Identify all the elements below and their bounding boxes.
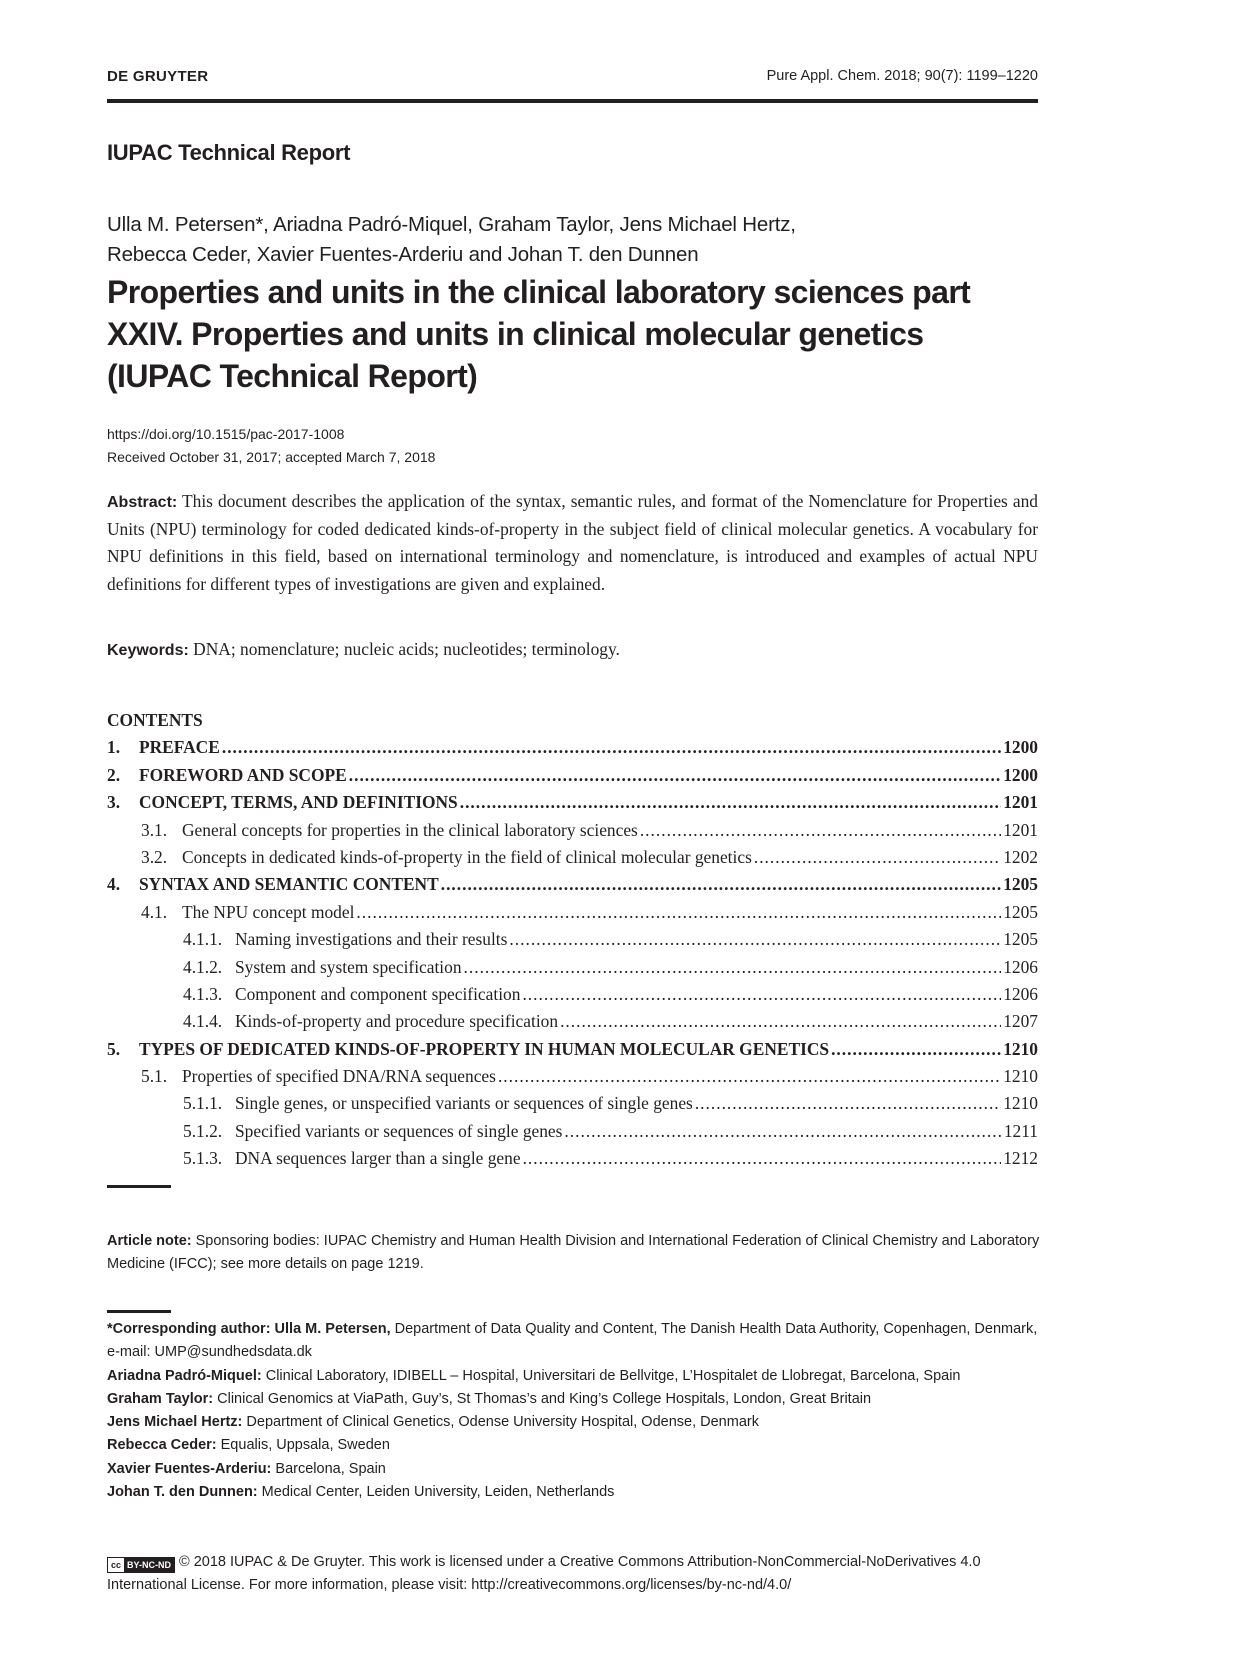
toc-entry-page: 1205 (1003, 929, 1038, 950)
author-line: Rebecca Ceder, Xavier Fuentes-Arderiu and Johan T. den Dunnen (107, 243, 699, 266)
toc-entry[interactable] (107, 734, 1038, 761)
toc-entry[interactable] (107, 1118, 1038, 1145)
affiliation (107, 1388, 1042, 1411)
publisher-name: DE GRUYTER (107, 68, 209, 85)
toc-entry[interactable] (107, 1036, 1038, 1063)
affiliation-name: Xavier Fuentes-Arderiu: (107, 1460, 272, 1477)
toc-entry-number: 5.1.3. (183, 1148, 223, 1169)
toc-entry-title: Naming investigations and their results (235, 929, 508, 950)
cc-license-badge-icon[interactable] (107, 1557, 175, 1573)
toc-entry-page: 1212 (1003, 1148, 1038, 1169)
toc-leader-dots (441, 871, 1002, 898)
affiliation-text: Clinical Genomics at ViaPath, Guy’s, St Thomas’s and King’s College Hospitals, London, Great Britain (217, 1390, 872, 1407)
affiliation (107, 1411, 1042, 1434)
affiliation (107, 1365, 1042, 1388)
affiliation-name: Rebecca Ceder: (107, 1437, 217, 1454)
affiliation-name: Ariadna Padró-Miquel: (107, 1367, 262, 1384)
keywords-text: DNA; nomenclature; nucleic acids; nucleotides; terminology. (193, 639, 620, 659)
toc-entry[interactable] (107, 844, 1038, 871)
toc-entry[interactable] (107, 871, 1038, 898)
toc-leader-dots (754, 844, 1001, 871)
toc-entry-title: Properties of specified DNA/RNA sequences (182, 1066, 496, 1087)
toc-entry-page: 1210 (1003, 1066, 1038, 1087)
author-list (107, 210, 796, 270)
toc-entry-title: Kinds-of-property and procedure specification (235, 1011, 559, 1032)
toc-leader-dots (349, 762, 1001, 789)
toc-entry-page: 1201 (1003, 819, 1038, 840)
affiliation (107, 1434, 1042, 1457)
toc-entry-page: 1202 (1003, 846, 1038, 867)
toc-entry-page: 1200 (1003, 764, 1038, 785)
toc-entry-title: TYPES OF DEDICATED KINDS-OF-PROPERTY IN HUMAN MOLECULAR GENETICS (139, 1038, 830, 1059)
toc-entry-page: 1200 (1003, 737, 1038, 758)
toc-entry[interactable] (107, 817, 1038, 844)
toc-leader-dots (222, 734, 1001, 761)
keywords-label: Keywords: (107, 642, 189, 659)
doi-link[interactable]: https://doi.org/10.1515/pac-2017-1008 (107, 426, 345, 442)
toc-entry[interactable] (107, 926, 1038, 953)
toc-entry-number: 5. (107, 1038, 121, 1059)
toc-entry[interactable] (107, 789, 1038, 816)
toc-entry-title: General concepts for properties in the clinical laboratory sciences (182, 819, 638, 840)
toc-entry-title: FOREWORD AND SCOPE (139, 764, 347, 785)
affiliation (107, 1481, 1042, 1504)
toc-entry-number: 4. (107, 874, 121, 895)
toc-leader-dots (464, 954, 1002, 981)
affiliation-text: Department of Data Quality and Content, The Danish Health Data Authority, Copenhagen, Denmark, e-mail: UMP@sundhedsdata.dk (107, 1321, 1038, 1361)
title-line: XXIV. Properties and units in clinical molecular genetics (107, 316, 924, 352)
toc-entry-page: 1210 (1003, 1093, 1038, 1114)
footnote-rule (107, 1185, 171, 1188)
received-dates: Received October 31, 2017; accepted March 7, 2018 (107, 449, 436, 465)
toc-entry-page: 1206 (1003, 956, 1038, 977)
toc-entry-title: System and system specification (235, 956, 462, 977)
article-note-label: Article note: (107, 1233, 192, 1249)
affiliation-text: Clinical Laboratory, IDIBELL – Hospital, Universitari de Bellvitge, L’Hospitalet de Llobregat, Barcelona, Spain (265, 1367, 961, 1384)
toc-entry-number: 4.1.1. (183, 929, 223, 950)
toc-entry-number: 3.2. (141, 846, 168, 867)
affiliations (107, 1318, 1042, 1504)
toc-entry[interactable] (107, 954, 1038, 981)
toc-leader-dots (522, 981, 1001, 1008)
toc-entry-page: 1210 (1003, 1038, 1038, 1059)
toc-entry-title: Specified variants or sequences of single genes (235, 1120, 563, 1141)
table-of-contents (107, 707, 1038, 1173)
abstract-label: Abstract: (107, 494, 178, 511)
toc-entry-page: 1211 (1003, 1120, 1038, 1141)
footnote-rule (107, 1310, 171, 1313)
toc-entry-title: Component and component specification (235, 983, 521, 1004)
abstract (107, 488, 1038, 598)
affiliation-text: Medical Center, Leiden University, Leiden, Netherlands (261, 1484, 615, 1501)
article-meta (107, 423, 435, 469)
abstract-text: This document describes the application of the syntax, semantic rules, and format of the Nomenclature for Properties and Units (NPU) terminology for coded dedicated kinds-of-property in the subject field of clinical molecular genetics. A vocabulary for NPU definitions in this field, based on international terminology and nomenclature, is introduced and examples of actual NPU definitions for different types of investigations are given and explained. (107, 491, 1038, 594)
toc-leader-dots (695, 1090, 1001, 1117)
affiliation-text: Equalis, Uppsala, Sweden (220, 1437, 390, 1454)
toc-entry[interactable] (107, 899, 1038, 926)
article-title (107, 271, 1047, 397)
title-line: Properties and units in the clinical laboratory sciences part (107, 274, 971, 310)
toc-entry-number: 4.1. (141, 901, 168, 922)
article-note-text: Sponsoring bodies: IUPAC Chemistry and Human Health Division and International Federation of Clinical Chemistry and Laboratory Medicine (IFCC); see more details on page 1219. (107, 1233, 1040, 1273)
toc-entry[interactable] (107, 1063, 1038, 1090)
affiliation (107, 1458, 1042, 1481)
affiliation-name: Graham Taylor: (107, 1390, 214, 1407)
toc-entry-page: 1206 (1003, 983, 1038, 1004)
toc-leader-dots (523, 1145, 1002, 1172)
toc-leader-dots (460, 789, 1001, 816)
toc-leader-dots (498, 1063, 1001, 1090)
keywords (107, 639, 620, 660)
toc-entry-number: 4.1.3. (183, 983, 223, 1004)
toc-entry[interactable] (107, 1090, 1038, 1117)
toc-leader-dots (509, 926, 1001, 953)
toc-entry-page: 1207 (1003, 1011, 1038, 1032)
toc-entry-title: Single genes, or unspecified variants or sequences of single genes (235, 1093, 693, 1114)
toc-leader-dots (560, 1008, 1001, 1035)
toc-entry-page: 1205 (1003, 901, 1038, 922)
toc-entry-title: SYNTAX AND SEMANTIC CONTENT (139, 874, 439, 895)
article-note (107, 1230, 1042, 1277)
toc-entry-title: DNA sequences larger than a single gene (235, 1148, 521, 1169)
affiliation-name: Johan T. den Dunnen: (107, 1484, 258, 1501)
affiliation-name: Jens Michael Hertz: (107, 1414, 243, 1431)
toc-entry-title: The NPU concept model (182, 901, 355, 922)
toc-entry-number: 4.1.2. (183, 956, 223, 977)
cc-icon: cc (111, 1560, 122, 1570)
toc-leader-dots (564, 1118, 1001, 1145)
toc-entry-number: 5.1. (141, 1066, 168, 1087)
author-line: Ulla M. Petersen*, Ariadna Padró-Miquel, Graham Taylor, Jens Michael Hertz, (107, 213, 796, 236)
title-line: (IUPAC Technical Report) (107, 358, 478, 394)
toc-entry-number: 1. (107, 737, 121, 758)
toc-entry[interactable] (107, 981, 1038, 1008)
toc-entry[interactable] (107, 762, 1038, 789)
toc-entry-number: 3.1. (141, 819, 168, 840)
affiliation (107, 1318, 1042, 1365)
toc-leader-dots (831, 1036, 1001, 1063)
toc-entry-number: 3. (107, 792, 121, 813)
journal-citation: Pure Appl. Chem. 2018; 90(7): 1199–1220 (766, 68, 1038, 84)
license-notice (107, 1551, 1042, 1598)
article-type: IUPAC Technical Report (107, 140, 351, 165)
toc-entry-number: 4.1.4. (183, 1011, 223, 1032)
license-text: © 2018 IUPAC & De Gruyter. This work is licensed under a Creative Commons Attribution-NonCommercial-NoDerivatives 4.0 International License. For more information, please visit: http://creativecommons.org/licenses/by-nc-nd/4.0/ (107, 1554, 981, 1594)
toc-entry-page: 1205 (1003, 874, 1038, 895)
toc-entry[interactable] (107, 1145, 1038, 1172)
affiliation-name: *Corresponding author: Ulla M. Petersen, (107, 1321, 391, 1337)
toc-entry-number: 5.1.1. (183, 1093, 223, 1114)
toc-entry[interactable] (107, 1008, 1038, 1035)
toc-entry-title: PREFACE (139, 737, 220, 758)
toc-leader-dots (640, 817, 1001, 844)
contents-heading: CONTENTS (107, 710, 203, 730)
header-rule (107, 99, 1038, 103)
by-nc-nd-label: BY-NC-ND (124, 1558, 174, 1572)
toc-entry-page: 1201 (1003, 792, 1038, 813)
toc-entry-title: Concepts in dedicated kinds-of-property in the field of clinical molecular genetics (182, 846, 752, 867)
toc-entry-number: 2. (107, 764, 121, 785)
toc-entry-number: 5.1.2. (183, 1120, 223, 1141)
affiliation-text: Barcelona, Spain (275, 1460, 386, 1477)
toc-entry-title: CONCEPT, TERMS, AND DEFINITIONS (139, 792, 458, 813)
affiliation-text: Department of Clinical Genetics, Odense University Hospital, Odense, Denmark (246, 1414, 759, 1431)
toc-leader-dots (356, 899, 1001, 926)
